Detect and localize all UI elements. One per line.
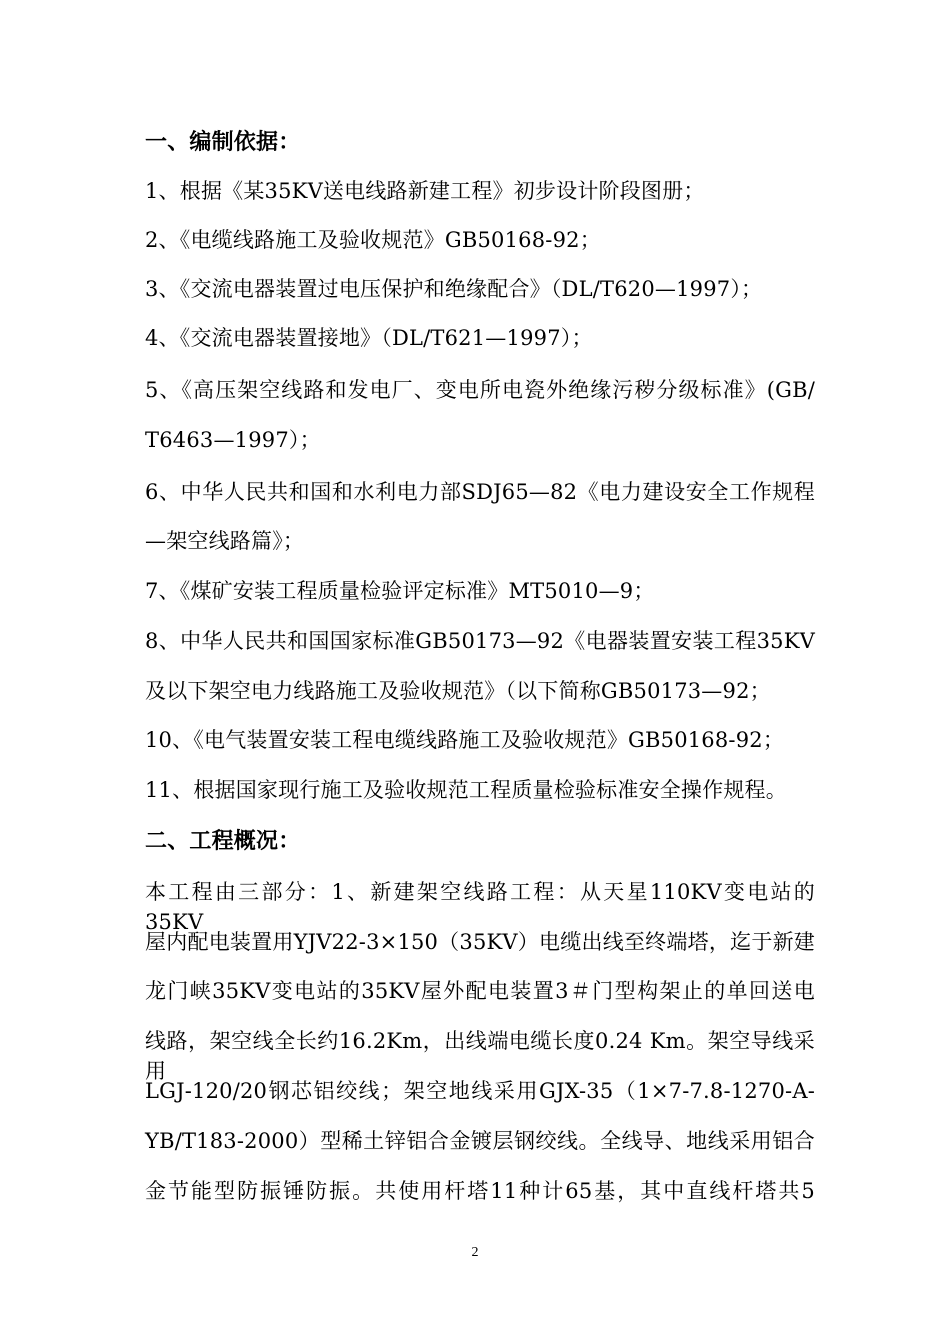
paragraph-line: 屋内配电装置用YJV22-3×150（35KV）电缆出线至终端塔，迄于新建 bbox=[145, 930, 815, 954]
paragraph-line: 8、中华人民共和国国家标准GB50173—92《电器装置安装工程35KV bbox=[145, 629, 815, 653]
paragraph-line: 11、根据国家现行施工及验收规范工程质量检验标准安全操作规程。 bbox=[145, 778, 787, 802]
paragraph-line: 5、《高压架空线路和发电厂、变电所电瓷外绝缘污秽分级标准》(GB/ bbox=[145, 378, 815, 402]
paragraph-line: LGJ-120/20钢芯铝绞线；架空地线采用GJX-35（1×7-7.8-1270-A- bbox=[145, 1079, 815, 1103]
page-number: 2 bbox=[471, 1245, 479, 1260]
paragraph-line: 10、《电气装置安装工程电缆线路施工及验收规范》GB50168-92； bbox=[145, 728, 785, 752]
paragraph-line: 线路，架空线全长约16.2Km，出线端电缆长度0.24 Km。架空导线采用 bbox=[145, 1029, 815, 1083]
paragraph-line: —架空线路篇》； bbox=[145, 529, 305, 553]
paragraph-line: 龙门峡35KV变电站的35KV屋外配电装置3＃门型构架止的单回送电 bbox=[145, 979, 815, 1003]
paragraph-line: 本工程由三部分：1、新建架空线路工程：从天星110KV变电站的35KV bbox=[145, 880, 815, 934]
paragraph-line: 3、《交流电器装置过电压保护和绝缘配合》（DL/T620—1997）； bbox=[145, 277, 763, 301]
paragraph-line: 2、《电缆线路施工及验收规范》GB50168-92； bbox=[145, 228, 601, 252]
paragraph-line: 1、根据《某35KV送电线路新建工程》初步设计阶段图册； bbox=[145, 179, 705, 203]
paragraph-line: 4、《交流电器装置接地》（DL/T621—1997）； bbox=[145, 326, 593, 350]
paragraph-line: 及以下架空电力线路施工及验收规范》（以下简称GB50173—92； bbox=[145, 679, 771, 703]
paragraph-line: 金节能型防振锤防振。共使用杆塔11种计65基，其中直线杆塔共5 bbox=[145, 1179, 815, 1203]
section-heading-overview: 二、工程概况： bbox=[145, 829, 301, 854]
paragraph-line: 6、中华人民共和国和水利电力部SDJ65—82《电力建设安全工作规程 bbox=[145, 480, 815, 504]
paragraph-line: YB/T183-2000）型稀土锌铝合金镀层钢绞线。全线导、地线采用铝合 bbox=[145, 1129, 815, 1153]
paragraph-line: 7、《煤矿安装工程质量检验评定标准》MT5010—9； bbox=[145, 579, 655, 603]
paragraph-line: T6463—1997）； bbox=[145, 428, 321, 452]
section-heading-basis: 一、编制依据： bbox=[145, 130, 301, 155]
